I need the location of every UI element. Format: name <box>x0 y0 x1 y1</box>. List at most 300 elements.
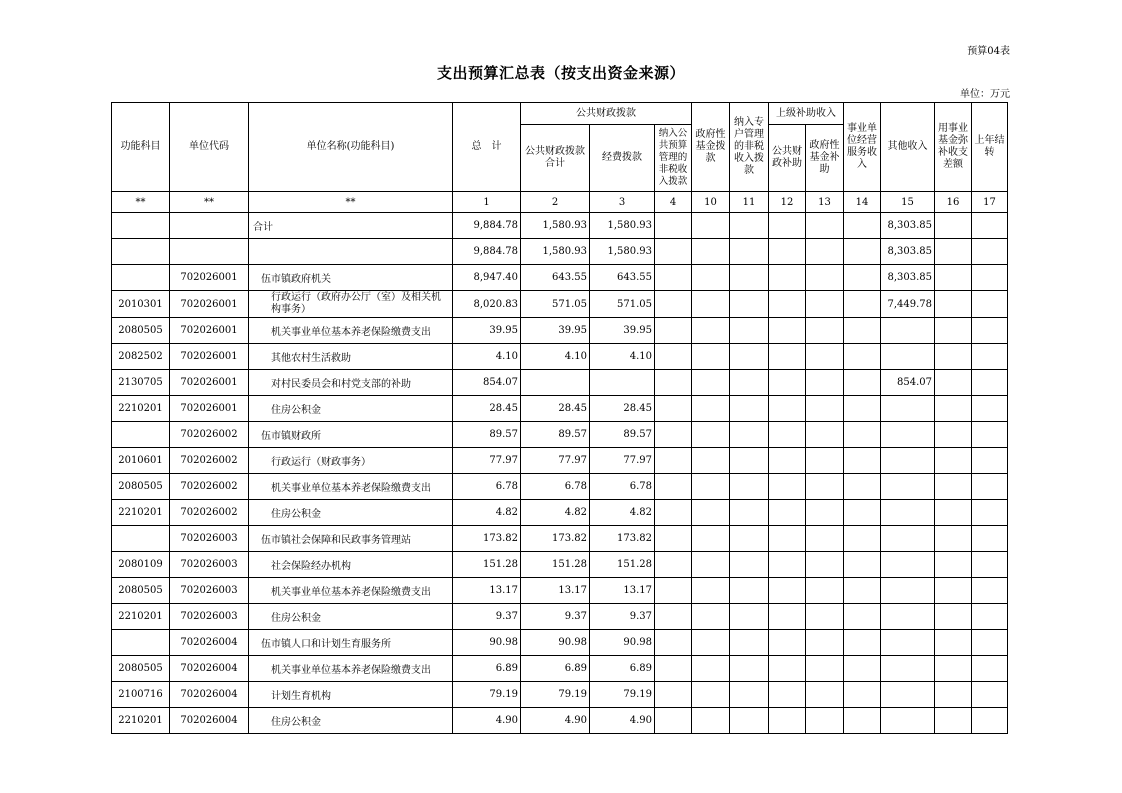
superior-public-cell <box>769 448 806 474</box>
column-index-cell: 4 <box>655 192 692 213</box>
funding-cell: 90.98 <box>590 630 655 656</box>
other-income-cell <box>881 708 935 734</box>
header-business-income: 事业单位经营服务收入 <box>844 103 881 192</box>
unit-name-cell: 住房公积金 <box>249 604 453 630</box>
table-row <box>112 448 1008 474</box>
table-row <box>112 604 1008 630</box>
func-subject-cell <box>112 422 170 448</box>
unit-name-cell: 伍市镇政府机关 <box>249 265 453 291</box>
other-income-cell: 8,303.85 <box>881 239 935 265</box>
carryover-cell <box>972 630 1008 656</box>
funding-cell: 643.55 <box>590 265 655 291</box>
func-subject-cell: 2210201 <box>112 396 170 422</box>
gov-fund-cell <box>692 213 730 239</box>
business-income-cell <box>844 318 881 344</box>
column-index-cell: 15 <box>881 192 935 213</box>
superior-gov-cell <box>806 213 844 239</box>
header-fund-balance: 用事业基金弥补收支差额 <box>935 103 972 192</box>
public-sum-cell: 1,580.93 <box>521 239 590 265</box>
header-total: 总 计 <box>453 103 521 192</box>
page-title: 支出预算汇总表（按支出资金来源） <box>436 64 685 82</box>
total-cell: 90.98 <box>453 630 521 656</box>
unit-code-cell: 702026001 <box>170 291 249 318</box>
table-row <box>112 500 1008 526</box>
funding-cell: 4.82 <box>590 500 655 526</box>
fund-balance-cell <box>935 656 972 682</box>
unit-code-cell: 702026001 <box>170 318 249 344</box>
business-income-cell <box>844 448 881 474</box>
unit-code-cell: 702026002 <box>170 474 249 500</box>
superior-gov-cell <box>806 656 844 682</box>
column-index-cell: ** <box>170 192 249 213</box>
funding-cell: 39.95 <box>590 318 655 344</box>
funding-cell: 151.28 <box>590 552 655 578</box>
unit-name-cell: 住房公积金 <box>249 708 453 734</box>
func-subject-cell <box>112 630 170 656</box>
other-income-cell <box>881 344 935 370</box>
unit-code-cell: 702026003 <box>170 552 249 578</box>
carryover-cell <box>972 396 1008 422</box>
business-income-cell <box>844 682 881 708</box>
special-nontax-cell <box>730 500 769 526</box>
carryover-cell <box>972 474 1008 500</box>
fund-balance-cell <box>935 396 972 422</box>
business-income-cell <box>844 604 881 630</box>
nontax-cell <box>655 448 692 474</box>
gov-fund-cell <box>692 422 730 448</box>
nontax-cell <box>655 682 692 708</box>
other-income-cell <box>881 474 935 500</box>
table-row <box>112 708 1008 734</box>
superior-gov-cell <box>806 344 844 370</box>
table-row <box>112 318 1008 344</box>
public-sum-cell: 4.10 <box>521 344 590 370</box>
funding-cell: 4.10 <box>590 344 655 370</box>
superior-gov-cell <box>806 318 844 344</box>
gov-fund-cell <box>692 578 730 604</box>
total-cell: 4.10 <box>453 344 521 370</box>
carryover-cell <box>972 291 1008 318</box>
funding-cell: 1,580.93 <box>590 239 655 265</box>
column-index-cell: 11 <box>730 192 769 213</box>
special-nontax-cell <box>730 370 769 396</box>
unit-name-cell: 社会保险经办机构 <box>249 552 453 578</box>
func-subject-cell: 2100716 <box>112 682 170 708</box>
total-cell: 9,884.78 <box>453 213 521 239</box>
header-superior-public: 公共财政补助 <box>769 125 806 192</box>
header-unit-name: 单位名称(功能科目) <box>249 103 453 192</box>
header-funding: 经费拨款 <box>590 125 655 192</box>
gov-fund-cell <box>692 474 730 500</box>
func-subject-cell: 2080505 <box>112 474 170 500</box>
column-index-cell: 10 <box>692 192 730 213</box>
superior-public-cell <box>769 239 806 265</box>
public-sum-cell: 13.17 <box>521 578 590 604</box>
public-sum-cell: 90.98 <box>521 630 590 656</box>
special-nontax-cell <box>730 656 769 682</box>
gov-fund-cell <box>692 552 730 578</box>
carryover-cell <box>972 552 1008 578</box>
business-income-cell <box>844 526 881 552</box>
public-sum-cell: 643.55 <box>521 265 590 291</box>
special-nontax-cell <box>730 578 769 604</box>
superior-public-cell <box>769 265 806 291</box>
funding-cell <box>590 370 655 396</box>
funding-cell: 1,580.93 <box>590 213 655 239</box>
total-cell: 13.17 <box>453 578 521 604</box>
unit-name-cell: 伍市镇人口和计划生育服务所 <box>249 630 453 656</box>
other-income-cell: 8,303.85 <box>881 265 935 291</box>
gov-fund-cell <box>692 370 730 396</box>
fund-balance-cell <box>935 318 972 344</box>
public-sum-cell <box>521 370 590 396</box>
other-income-cell <box>881 552 935 578</box>
unit-name-cell: 机关事业单位基本养老保险缴费支出 <box>249 318 453 344</box>
unit-name-cell: 住房公积金 <box>249 396 453 422</box>
business-income-cell <box>844 500 881 526</box>
unit-code-cell: 702026001 <box>170 396 249 422</box>
total-cell: 79.19 <box>453 682 521 708</box>
nontax-cell <box>655 422 692 448</box>
header-unit-code: 单位代码 <box>170 103 249 192</box>
fund-balance-cell <box>935 578 972 604</box>
unit-name-cell <box>249 239 453 265</box>
superior-gov-cell <box>806 396 844 422</box>
table-row <box>112 630 1008 656</box>
carryover-cell <box>972 265 1008 291</box>
unit-label: 单位：万元 <box>960 89 1010 100</box>
gov-fund-cell <box>692 344 730 370</box>
business-income-cell <box>844 578 881 604</box>
total-cell: 6.89 <box>453 656 521 682</box>
fund-balance-cell <box>935 500 972 526</box>
public-sum-cell: 151.28 <box>521 552 590 578</box>
public-sum-cell: 28.45 <box>521 396 590 422</box>
table-row <box>112 656 1008 682</box>
func-subject-cell <box>112 239 170 265</box>
public-sum-cell: 173.82 <box>521 526 590 552</box>
superior-public-cell <box>769 604 806 630</box>
superior-public-cell <box>769 344 806 370</box>
fund-balance-cell <box>935 213 972 239</box>
superior-public-cell <box>769 474 806 500</box>
superior-public-cell <box>769 396 806 422</box>
func-subject-cell: 2210201 <box>112 708 170 734</box>
form-number: 预算04表 <box>967 46 1010 57</box>
table-row <box>112 682 1008 708</box>
nontax-cell <box>655 265 692 291</box>
header-special-nontax: 纳入专户管理的非税收入拨款 <box>730 103 769 192</box>
total-cell: 8,947.40 <box>453 265 521 291</box>
carryover-cell <box>972 213 1008 239</box>
total-cell: 854.07 <box>453 370 521 396</box>
column-index-cell: 16 <box>935 192 972 213</box>
superior-public-cell <box>769 422 806 448</box>
other-income-cell <box>881 526 935 552</box>
funding-cell: 6.89 <box>590 656 655 682</box>
superior-public-cell <box>769 656 806 682</box>
carryover-cell <box>972 656 1008 682</box>
unit-code-cell: 702026003 <box>170 578 249 604</box>
total-cell: 173.82 <box>453 526 521 552</box>
business-income-cell <box>844 396 881 422</box>
gov-fund-cell <box>692 239 730 265</box>
other-income-cell <box>881 630 935 656</box>
unit-name-cell: 机关事业单位基本养老保险缴费支出 <box>249 656 453 682</box>
column-index-cell: ** <box>249 192 453 213</box>
column-index-row <box>112 192 1008 213</box>
gov-fund-cell <box>692 396 730 422</box>
superior-gov-cell <box>806 448 844 474</box>
public-sum-cell: 39.95 <box>521 318 590 344</box>
column-index-cell: 12 <box>769 192 806 213</box>
table-row <box>112 552 1008 578</box>
carryover-cell <box>972 604 1008 630</box>
fund-balance-cell <box>935 604 972 630</box>
superior-public-cell <box>769 578 806 604</box>
total-cell: 151.28 <box>453 552 521 578</box>
gov-fund-cell <box>692 604 730 630</box>
special-nontax-cell <box>730 630 769 656</box>
carryover-cell <box>972 318 1008 344</box>
nontax-cell <box>655 630 692 656</box>
other-income-cell <box>881 578 935 604</box>
funding-cell: 28.45 <box>590 396 655 422</box>
budget-table <box>111 102 1008 734</box>
gov-fund-cell <box>692 448 730 474</box>
carryover-cell <box>972 500 1008 526</box>
carryover-cell <box>972 422 1008 448</box>
superior-public-cell <box>769 500 806 526</box>
unit-name-cell: 住房公积金 <box>249 500 453 526</box>
table-row <box>112 526 1008 552</box>
nontax-cell <box>655 656 692 682</box>
unit-name-cell: 对村民委员会和村党支部的补助 <box>249 370 453 396</box>
unit-code-cell: 702026003 <box>170 604 249 630</box>
func-subject-cell: 2082502 <box>112 344 170 370</box>
unit-code-cell: 702026002 <box>170 500 249 526</box>
special-nontax-cell <box>730 291 769 318</box>
funding-cell: 4.90 <box>590 708 655 734</box>
fund-balance-cell <box>935 448 972 474</box>
superior-public-cell <box>769 630 806 656</box>
business-income-cell <box>844 656 881 682</box>
func-subject-cell: 2210201 <box>112 500 170 526</box>
column-index-cell: 3 <box>590 192 655 213</box>
column-index-cell: 13 <box>806 192 844 213</box>
superior-gov-cell <box>806 708 844 734</box>
unit-name-cell: 行政运行（政府办公厅（室）及相关机构事务） <box>249 291 453 318</box>
public-sum-cell: 77.97 <box>521 448 590 474</box>
unit-code-cell: 702026001 <box>170 370 249 396</box>
unit-code-cell: 702026002 <box>170 422 249 448</box>
superior-gov-cell <box>806 630 844 656</box>
nontax-cell <box>655 291 692 318</box>
superior-public-cell <box>769 552 806 578</box>
header-other-income: 其他收入 <box>881 103 935 192</box>
business-income-cell <box>844 422 881 448</box>
nontax-cell <box>655 318 692 344</box>
nontax-cell <box>655 604 692 630</box>
special-nontax-cell <box>730 604 769 630</box>
other-income-cell <box>881 448 935 474</box>
carryover-cell <box>972 344 1008 370</box>
unit-name-cell: 机关事业单位基本养老保险缴费支出 <box>249 578 453 604</box>
fund-balance-cell <box>935 708 972 734</box>
fund-balance-cell <box>935 344 972 370</box>
other-income-cell <box>881 422 935 448</box>
header-carryover: 上年结转 <box>972 103 1008 192</box>
public-sum-cell: 6.89 <box>521 656 590 682</box>
total-cell: 8,020.83 <box>453 291 521 318</box>
header-superior-group: 上级补助收入 <box>769 103 844 125</box>
special-nontax-cell <box>730 422 769 448</box>
table-row <box>112 291 1008 318</box>
column-index-cell: 17 <box>972 192 1008 213</box>
unit-code-cell <box>170 213 249 239</box>
header-public-group: 公共财政拨款 <box>521 103 692 125</box>
total-cell: 4.90 <box>453 708 521 734</box>
other-income-cell: 854.07 <box>881 370 935 396</box>
gov-fund-cell <box>692 656 730 682</box>
other-income-cell <box>881 396 935 422</box>
table-row <box>112 578 1008 604</box>
total-cell: 28.45 <box>453 396 521 422</box>
column-index-cell: 1 <box>453 192 521 213</box>
nontax-cell <box>655 500 692 526</box>
carryover-cell <box>972 239 1008 265</box>
business-income-cell <box>844 630 881 656</box>
unit-code-cell: 702026004 <box>170 682 249 708</box>
table-row <box>112 396 1008 422</box>
total-cell: 4.82 <box>453 500 521 526</box>
fund-balance-cell <box>935 370 972 396</box>
superior-public-cell <box>769 291 806 318</box>
superior-gov-cell <box>806 604 844 630</box>
nontax-cell <box>655 213 692 239</box>
header-nontax: 纳入公共预算管理的非税收入拨款 <box>655 125 692 192</box>
public-sum-cell: 89.57 <box>521 422 590 448</box>
special-nontax-cell <box>730 682 769 708</box>
superior-gov-cell <box>806 682 844 708</box>
superior-gov-cell <box>806 265 844 291</box>
superior-gov-cell <box>806 474 844 500</box>
table-row <box>112 265 1008 291</box>
func-subject-cell: 2010301 <box>112 291 170 318</box>
special-nontax-cell <box>730 318 769 344</box>
unit-name-cell: 其他农村生活救助 <box>249 344 453 370</box>
func-subject-cell: 2080505 <box>112 318 170 344</box>
business-income-cell <box>844 552 881 578</box>
funding-cell: 9.37 <box>590 604 655 630</box>
unit-name-cell: 合计 <box>249 213 453 239</box>
special-nontax-cell <box>730 448 769 474</box>
unit-code-cell <box>170 239 249 265</box>
business-income-cell <box>844 265 881 291</box>
unit-code-cell: 702026001 <box>170 265 249 291</box>
gov-fund-cell <box>692 291 730 318</box>
carryover-cell <box>972 708 1008 734</box>
business-income-cell <box>844 239 881 265</box>
fund-balance-cell <box>935 630 972 656</box>
funding-cell: 6.78 <box>590 474 655 500</box>
total-cell: 9,884.78 <box>453 239 521 265</box>
superior-public-cell <box>769 318 806 344</box>
unit-name-cell: 机关事业单位基本养老保险缴费支出 <box>249 474 453 500</box>
func-subject-cell: 2210201 <box>112 604 170 630</box>
unit-code-cell: 702026002 <box>170 448 249 474</box>
header-gov-fund: 政府性基金拨款 <box>692 103 730 192</box>
carryover-cell <box>972 578 1008 604</box>
other-income-cell <box>881 656 935 682</box>
total-cell: 77.97 <box>453 448 521 474</box>
public-sum-cell: 1,580.93 <box>521 213 590 239</box>
nontax-cell <box>655 708 692 734</box>
nontax-cell <box>655 552 692 578</box>
business-income-cell <box>844 213 881 239</box>
fund-balance-cell <box>935 291 972 318</box>
func-subject-cell <box>112 213 170 239</box>
superior-gov-cell <box>806 552 844 578</box>
special-nontax-cell <box>730 239 769 265</box>
carryover-cell <box>972 526 1008 552</box>
gov-fund-cell <box>692 708 730 734</box>
superior-gov-cell <box>806 526 844 552</box>
unit-code-cell: 702026001 <box>170 344 249 370</box>
business-income-cell <box>844 344 881 370</box>
total-cell: 89.57 <box>453 422 521 448</box>
superior-gov-cell <box>806 370 844 396</box>
special-nontax-cell <box>730 396 769 422</box>
superior-gov-cell <box>806 578 844 604</box>
table-row <box>112 239 1008 265</box>
unit-code-cell: 702026004 <box>170 656 249 682</box>
fund-balance-cell <box>935 474 972 500</box>
funding-cell: 77.97 <box>590 448 655 474</box>
gov-fund-cell <box>692 682 730 708</box>
header-superior-gov: 政府性基金补助 <box>806 125 844 192</box>
nontax-cell <box>655 344 692 370</box>
funding-cell: 571.05 <box>590 291 655 318</box>
funding-cell: 79.19 <box>590 682 655 708</box>
public-sum-cell: 4.90 <box>521 708 590 734</box>
func-subject-cell <box>112 265 170 291</box>
fund-balance-cell <box>935 265 972 291</box>
special-nontax-cell <box>730 708 769 734</box>
table-row <box>112 422 1008 448</box>
special-nontax-cell <box>730 552 769 578</box>
superior-gov-cell <box>806 291 844 318</box>
header-func-subject: 功能科目 <box>112 103 170 192</box>
table-row <box>112 474 1008 500</box>
public-sum-cell: 9.37 <box>521 604 590 630</box>
func-subject-cell: 2080109 <box>112 552 170 578</box>
gov-fund-cell <box>692 526 730 552</box>
total-cell: 6.78 <box>453 474 521 500</box>
funding-cell: 173.82 <box>590 526 655 552</box>
nontax-cell <box>655 370 692 396</box>
nontax-cell <box>655 578 692 604</box>
other-income-cell <box>881 604 935 630</box>
total-cell: 39.95 <box>453 318 521 344</box>
column-index-cell: 2 <box>521 192 590 213</box>
other-income-cell <box>881 682 935 708</box>
superior-gov-cell <box>806 500 844 526</box>
unit-code-cell: 702026004 <box>170 708 249 734</box>
superior-gov-cell <box>806 239 844 265</box>
public-sum-cell: 6.78 <box>521 474 590 500</box>
superior-public-cell <box>769 708 806 734</box>
